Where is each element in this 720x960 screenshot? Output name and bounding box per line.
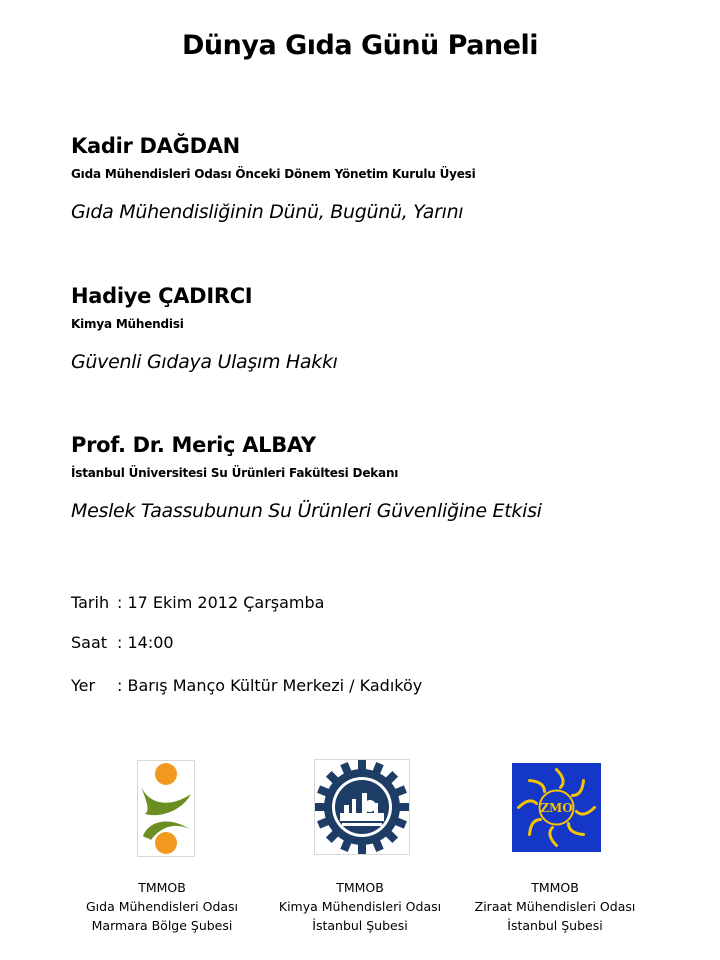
- ziraat-muhendisleri-logo-icon: [512, 763, 601, 852]
- organizer-line: İstanbul Şubesi: [507, 918, 603, 933]
- place-row: [71, 676, 422, 695]
- date-label: Tarih: [71, 593, 110, 612]
- time-value: : 14:00: [117, 633, 174, 652]
- date-value: : 17 Ekim 2012 Çarşamba: [117, 593, 325, 612]
- organizer-2-caption: [260, 878, 460, 935]
- speaker-role: Kimya Mühendisi: [71, 317, 184, 331]
- gida-muhendisleri-logo-icon: [137, 760, 195, 857]
- organizer-1-caption: [62, 878, 262, 935]
- date-row: [71, 593, 324, 612]
- talk-title: Meslek Taassubunun Su Ürünleri Güvenliğine Etkisi: [71, 500, 542, 522]
- organizer-line: Gıda Mühendisleri Odası: [85, 899, 239, 914]
- talk-title: Güvenli Gıdaya Ulaşım Hakkı: [71, 351, 338, 373]
- organizer-line: İstanbul Şubesi: [312, 918, 408, 933]
- organizer-line: Marmara Bölge Şubesi: [91, 918, 233, 933]
- speaker-name: Hadiye ÇADIRCI: [71, 284, 253, 308]
- organizer-3-caption: [455, 878, 655, 935]
- zmo-logo-text: ZMO: [540, 801, 573, 815]
- place-label: Yer: [71, 676, 96, 695]
- speaker-3: [71, 432, 542, 523]
- time-label: Saat: [71, 633, 108, 652]
- talk-title: Gıda Mühendisliğinin Dünü, Bugünü, Yarını: [71, 201, 464, 223]
- organizer-line: Kimya Mühendisleri Odası: [278, 899, 442, 914]
- page-title: Dünya Gıda Günü Paneli: [182, 30, 538, 61]
- speaker-name: Prof. Dr. Meriç ALBAY: [71, 433, 316, 457]
- kimya-muhendisleri-logo-icon: [314, 759, 410, 855]
- speaker-role: Gıda Mühendisleri Odası Önceki Dönem Yönetim Kurulu Üyesi: [71, 167, 476, 181]
- organizer-line: TMMOB: [531, 880, 579, 895]
- place-value: : Barış Manço Kültür Merkezi / Kadıköy: [117, 676, 423, 695]
- organizer-line: Ziraat Mühendisleri Odası: [474, 899, 636, 914]
- speaker-2: [71, 283, 338, 374]
- organizer-line: TMMOB: [336, 880, 384, 895]
- speaker-1: [71, 133, 476, 224]
- time-row: [71, 633, 174, 652]
- speaker-role: İstanbul Üniversitesi Su Ürünleri Fakültesi Dekanı: [71, 466, 399, 480]
- organizer-line: TMMOB: [138, 880, 186, 895]
- speaker-name: Kadir DAĞDAN: [71, 134, 240, 158]
